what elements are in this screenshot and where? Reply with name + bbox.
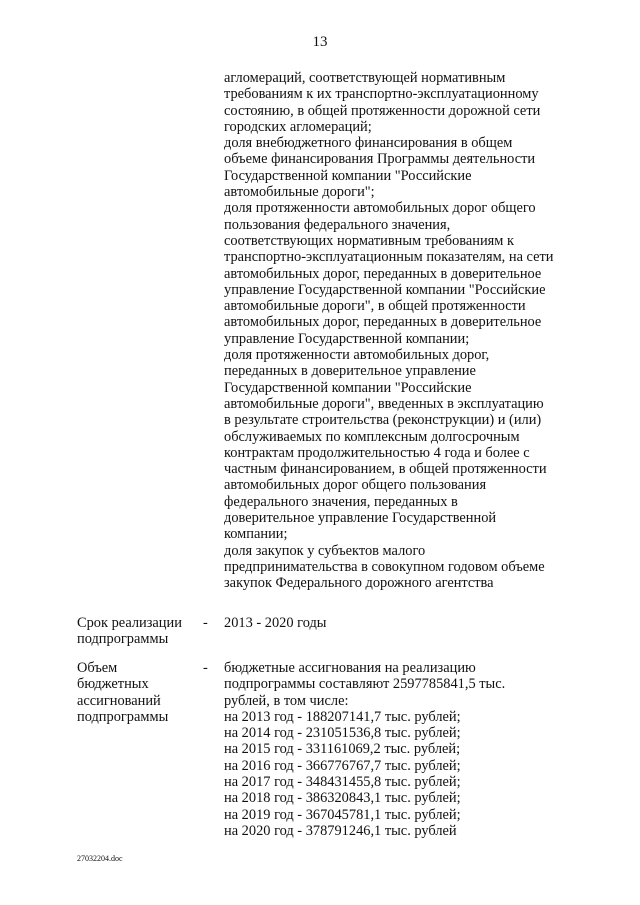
text-line: в результате строительства (реконструкции) и (или): [224, 412, 542, 429]
text-line: доля протяженности автомобильных дорог общего: [224, 200, 536, 217]
text-line: закупок Федерального дорожного агентства: [224, 575, 494, 592]
text-line: городских агломераций;: [224, 118, 372, 135]
label-line: Объем: [77, 660, 118, 676]
value-line: подпрограммы составляют 2597785841,5 тыс.: [224, 676, 506, 693]
text-line: доля закупок у субъектов малого: [224, 542, 426, 559]
text-line: автомобильные дороги", в общей протяженности: [224, 298, 526, 315]
text-line: объеме финансирования Программы деятельности: [224, 151, 536, 168]
term-value: [224, 615, 584, 631]
text-line: автомобильных дорог, переданных в доверительное: [224, 314, 542, 331]
term-label: [77, 615, 197, 648]
text-line: федерального значения, переданных в: [224, 493, 458, 510]
text-line: предпринимательства в совокупном годовом объеме: [224, 558, 545, 575]
page-number: 13: [312, 34, 328, 50]
text-line: обслуживаемых по комплексным долгосрочным: [224, 428, 520, 445]
value-line: рублей, в том числе:: [224, 692, 349, 709]
text-line: автомобильных дорог, переданных в доверительное: [224, 265, 542, 282]
label-line: Срок реализации: [77, 615, 182, 631]
value-line: 2013 - 2020 годы: [224, 615, 327, 631]
text-line: Государственной компании "Российские: [224, 379, 472, 396]
text-line: доля протяженности автомобильных дорог,: [224, 347, 490, 364]
value-line: на 2020 год - 378791246,1 тыс. рублей: [224, 822, 457, 839]
text-line: автомобильных дорог общего пользования: [224, 477, 487, 494]
funding-label: [77, 660, 197, 725]
text-line: автомобильные дороги";: [224, 184, 375, 201]
label-line: подпрограммы: [77, 631, 169, 648]
text-line: частным финансированием, в общей протяженности: [224, 461, 547, 478]
text-line: доля внебюджетного финансирования в общем: [224, 135, 513, 152]
text-line: доверительное управление Государственной: [224, 510, 497, 527]
value-line: на 2014 год - 231051536,8 тыс. рублей;: [224, 725, 461, 742]
text-line: управление Государственной компании "Российские: [224, 281, 546, 298]
value-line: бюджетные ассигнования на реализацию: [224, 660, 476, 676]
text-line: переданных в доверительное управление: [224, 363, 476, 380]
text-line: пользования федерального значения,: [224, 216, 451, 233]
text-line: требованиям к их транспортно-эксплуатационному: [224, 86, 539, 103]
value-line: на 2017 год - 348431455,8 тыс. рублей;: [224, 774, 461, 791]
value-line: на 2015 год - 331161069,2 тыс. рублей;: [224, 741, 461, 758]
text-line: компании;: [224, 526, 288, 543]
text-line: агломераций, соответствующей нормативным: [224, 70, 506, 86]
term-dash: -: [203, 615, 208, 631]
text-line: состоянию, в общей протяженности дорожной сети: [224, 102, 541, 119]
value-line: на 2013 год - 188207141,7 тыс. рублей;: [224, 708, 461, 725]
value-line: на 2018 год - 386320843,1 тыс. рублей;: [224, 790, 461, 807]
value-line: на 2019 год - 367045781,1 тыс. рублей;: [224, 806, 461, 823]
label-line: подпрограммы: [77, 708, 169, 725]
text-line: соответствующих нормативным требованиям к: [224, 232, 514, 249]
text-line: транспортно-эксплуатационным показателям, на сети: [224, 249, 554, 266]
text-line: управление Государственной компании;: [224, 330, 470, 347]
text-line: Государственной компании "Российские: [224, 167, 472, 184]
value-line: на 2016 год - 366776767,7 тыс. рублей;: [224, 757, 461, 774]
label-line: бюджетных: [77, 676, 149, 693]
funding-value: [224, 660, 584, 839]
footer-filename: 27032204.doc: [77, 854, 123, 863]
text-line: контрактам продолжительностью 4 года и более с: [224, 444, 530, 461]
text-line: автомобильные дороги", введенных в эксплуатацию: [224, 395, 544, 412]
label-line: ассигнований: [77, 692, 161, 709]
funding-dash: -: [203, 660, 208, 676]
indicators-text: [224, 70, 584, 592]
